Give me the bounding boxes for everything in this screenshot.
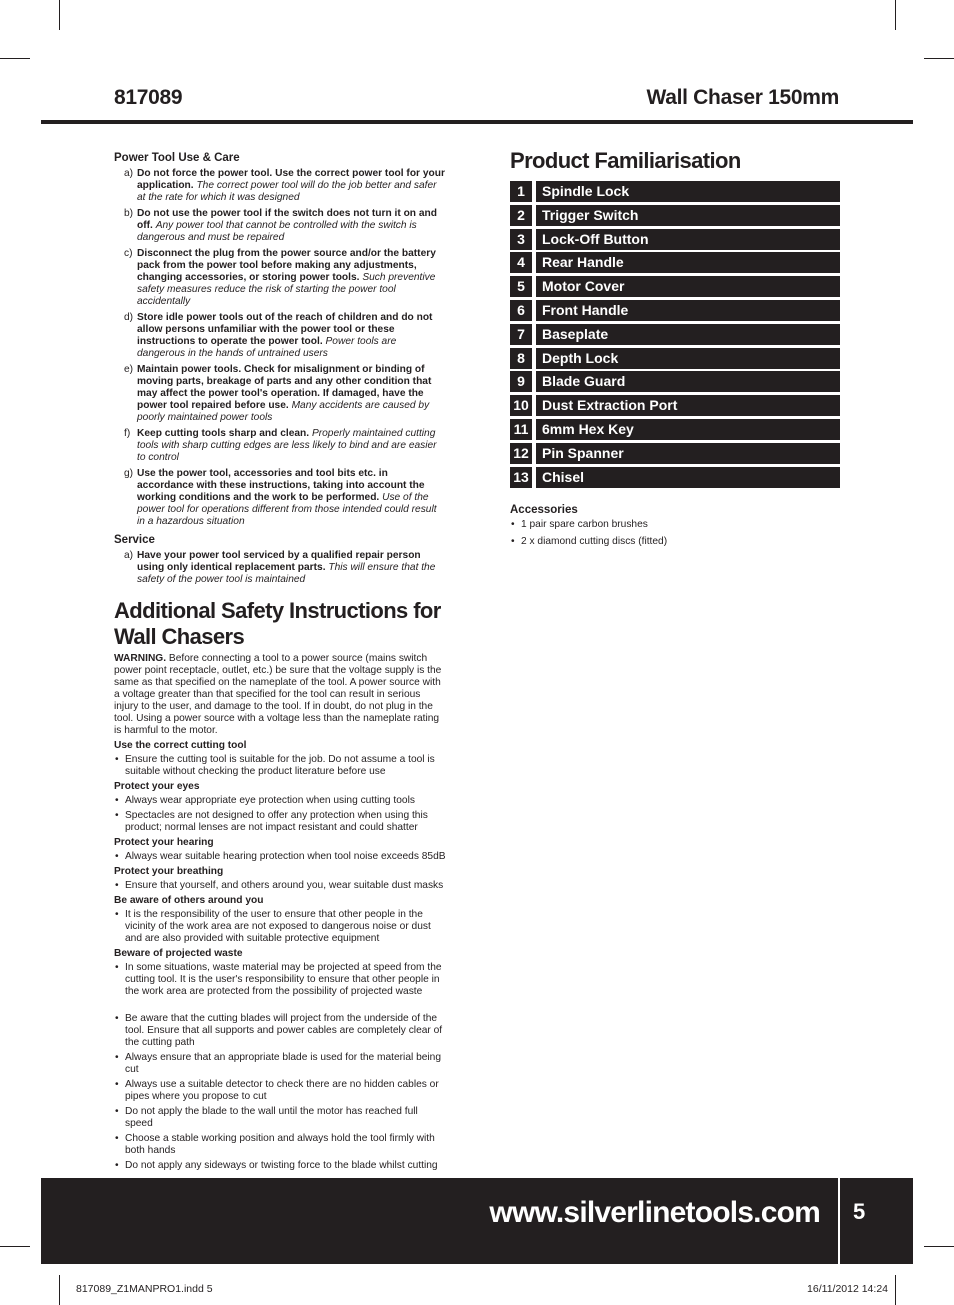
item-letter: g) [124, 468, 134, 479]
part-number: 7 [510, 324, 532, 345]
part-row [510, 300, 840, 321]
item-instruction: Do not force the power tool. Use the correct power tool for your application. [137, 168, 445, 191]
item-reason: Power tools are dangerous in the hands of untrained users [137, 336, 397, 359]
part-number: 1 [510, 181, 532, 202]
part-name: Pin Spanner [536, 443, 840, 464]
part-name: Rear Handle [536, 252, 840, 273]
item-reason: Many accidents are caused by poorly maintained power tools [137, 400, 430, 423]
item-letter: d) [124, 312, 134, 323]
instruction-item [114, 168, 446, 204]
accessories [510, 503, 840, 552]
item-reason: Use of the power tool for operations different from those intended could result in a hazardous situation [137, 492, 437, 527]
part-row [510, 229, 840, 250]
crop-mark [895, 1275, 896, 1305]
power-tool-list [114, 168, 446, 528]
bullet-item: • Always wear suitable hearing protection when tool noise exceeds 85dB [114, 851, 446, 863]
item-instruction: Maintain power tools. Check for misalignment or binding of moving parts, breakage of parts and any other condition that may affect the power tool's operation. If damaged, have the power tool repaired before use. [137, 364, 432, 411]
instruction-item [114, 312, 446, 360]
slug-filename: 817089_Z1MANPRO1.indd 5 [76, 1283, 213, 1295]
section-heading: Use the correct cutting tool [114, 740, 247, 751]
accessory-item: • 1 pair spare carbon brushes [510, 518, 840, 532]
item-instruction: Use the power tool, accessories and tool bits etc. in accordance with these instructions, taking into account the working conditions and the work to be performed. [137, 468, 425, 503]
instruction-item [114, 208, 446, 244]
website-link[interactable]: www.silverlinetools.com [489, 1196, 820, 1229]
instruction-item [114, 468, 446, 528]
footer-divider [838, 1178, 840, 1264]
instruction-item [114, 364, 446, 424]
crop-mark [0, 58, 30, 59]
warning-label: WARNING. [114, 653, 167, 664]
part-name: Trigger Switch [536, 205, 840, 226]
left-column [114, 152, 446, 1175]
part-row [510, 395, 840, 416]
part-row [510, 348, 840, 369]
part-row [510, 419, 840, 440]
item-reason: Such preventive safety measures reduce the risk of starting the power tool accidentally [137, 272, 436, 307]
slug-date: 16/11/2012 14:24 [807, 1283, 888, 1295]
part-row [510, 324, 840, 345]
additional-safety-heading: Additional Safety Instructions for Wall Chasers [114, 598, 441, 649]
part-number: 8 [510, 348, 532, 369]
bullet-item: • Ensure that yourself, and others around you, wear suitable dust masks [114, 880, 446, 892]
instruction-item [114, 550, 446, 586]
crop-mark [59, 1275, 60, 1305]
part-row [510, 371, 840, 392]
header-rule [41, 120, 913, 124]
bullet-item: • Ensure the cutting tool is suitable for the job. Do not assume a tool is suitable without checking the product literature before use [114, 754, 446, 778]
service-list [114, 550, 446, 586]
part-name: Motor Cover [536, 276, 840, 297]
part-number: 6 [510, 300, 532, 321]
part-row [510, 181, 840, 202]
item-letter: a) [124, 550, 134, 561]
part-name: Baseplate [536, 324, 840, 345]
bullet-item: • Always wear appropriate eye protection when using cutting tools [114, 795, 446, 807]
crop-mark [0, 1246, 30, 1247]
final-bullet-list [114, 1013, 446, 1172]
item-letter: e) [124, 364, 134, 375]
part-row [510, 205, 840, 226]
bullet-item: • Always ensure that an appropriate blade is used for the material being cut [114, 1052, 446, 1076]
part-row [510, 443, 840, 464]
bullet-item: • In some situations, waste material may be projected at speed from the cutting tool. It is the user's responsibility to ensure that other people in the work area are protected from the possibility of projected waste [114, 962, 446, 998]
part-row [510, 252, 840, 273]
power-tool-heading: Power Tool Use & Care [114, 152, 240, 164]
part-name: Chisel [536, 467, 840, 488]
page-number: 5 [853, 1199, 866, 1224]
bullet-item: • Always use a suitable detector to check there are no hidden cables or pipes where you propose to cut [114, 1079, 446, 1103]
crop-mark [924, 58, 954, 59]
crop-mark [895, 0, 896, 30]
item-instruction: Do not use the power tool if the switch does not turn it on and off. [137, 208, 437, 231]
familiarisation-heading: Product Familiarisation [510, 148, 741, 173]
bullet-item: • It is the responsibility of the user to ensure that other people in the vicinity of the work area are not exposed to dangerous noise or dust and are also provided with suitable protective equipment [114, 909, 446, 945]
item-instruction: Have your power tool serviced by a qualified repair person using only identical replacement parts. [137, 550, 421, 573]
part-number: 12 [510, 443, 532, 464]
service-heading: Service [114, 534, 155, 546]
item-letter: c) [124, 248, 133, 259]
safety-sections [114, 740, 446, 998]
section-heading: Be aware of others around you [114, 895, 264, 906]
section-heading: Protect your eyes [114, 781, 200, 792]
part-name: Dust Extraction Port [536, 395, 840, 416]
item-instruction: Disconnect the plug from the power source and/or the battery pack from the power tool before making any adjustments, changing accessories, or storing power tools. [137, 248, 436, 283]
item-reason: Properly maintained cutting tools with sharp cutting edges are less likely to bind and are easier to control [137, 428, 437, 463]
accessory-item: • 2 x diamond cutting discs (fitted) [510, 535, 840, 549]
bullet-item: • Do not apply any sideways or twisting force to the blade whilst cutting [114, 1160, 446, 1172]
section-heading: Protect your breathing [114, 866, 224, 877]
warning-text: Before connecting a tool to a power source (mains switch power point receptacle, outlet, etc.) be sure that the voltage supply is the same as that specified on the nameplate of the tool. A power source with a voltage greater than that specified for the tool can result in serious injury to the user, and damage to the tool. If in doubt, do not plug in the tool. Using a power source with a voltage less than the nameplate rating is harmful to the motor. [114, 653, 442, 736]
parts-list [510, 181, 840, 490]
instruction-item [114, 248, 446, 308]
item-reason: Any power tool that cannot be controlled with the switch is dangerous and must be repaired [137, 220, 417, 243]
footer-bar [41, 1178, 913, 1264]
item-letter: b) [124, 208, 134, 219]
item-instruction: Store idle power tools out of the reach of children and do not allow persons unfamiliar with the power tool or these instructions to operate the power tool. [137, 312, 433, 347]
part-number: 11 [510, 419, 532, 440]
part-row [510, 467, 840, 488]
part-name: Spindle Lock [536, 181, 840, 202]
accessories-heading: Accessories [510, 504, 578, 516]
part-number: 5 [510, 276, 532, 297]
part-number: 4 [510, 252, 532, 273]
part-name: 6mm Hex Key [536, 419, 840, 440]
bullet-item: • Be aware that the cutting blades will project from the underside of the tool. Ensure that all supports and power cables are completely clear of the cutting path [114, 1013, 446, 1049]
instruction-item [114, 428, 446, 464]
part-number: 3 [510, 229, 532, 250]
part-name: Blade Guard [536, 371, 840, 392]
bullet-item: • Spectacles are not designed to offer any protection when using this product; normal lenses are not impact resistant and could shatter [114, 810, 446, 834]
part-name: Lock-Off Button [536, 229, 840, 250]
crop-mark [924, 1246, 954, 1247]
bullet-item: • Choose a stable working position and always hold the tool firmly with both hands [114, 1133, 446, 1157]
part-number: 13 [510, 467, 532, 488]
part-row [510, 276, 840, 297]
item-letter: a) [124, 168, 134, 179]
product-name: Wall Chaser 150mm [646, 86, 839, 109]
item-reason: The correct power tool will do the job better and safer at the rate for which it was designed [137, 180, 437, 203]
item-reason: This will ensure that the safety of the power tool is maintained [137, 562, 436, 585]
part-name: Depth Lock [536, 348, 840, 369]
bullet-item: • Do not apply the blade to the wall until the motor has reached full speed [114, 1106, 446, 1130]
section-heading: Protect your hearing [114, 837, 214, 848]
product-code: 817089 [114, 86, 183, 109]
part-number: 2 [510, 205, 532, 226]
crop-mark [59, 0, 60, 30]
part-number: 10 [510, 395, 532, 416]
warning-paragraph [114, 653, 446, 737]
item-letter: f) [124, 428, 131, 439]
part-number: 9 [510, 371, 532, 392]
part-name: Front Handle [536, 300, 840, 321]
item-instruction: Keep cutting tools sharp and clean. [137, 428, 310, 439]
section-heading: Beware of projected waste [114, 948, 243, 959]
